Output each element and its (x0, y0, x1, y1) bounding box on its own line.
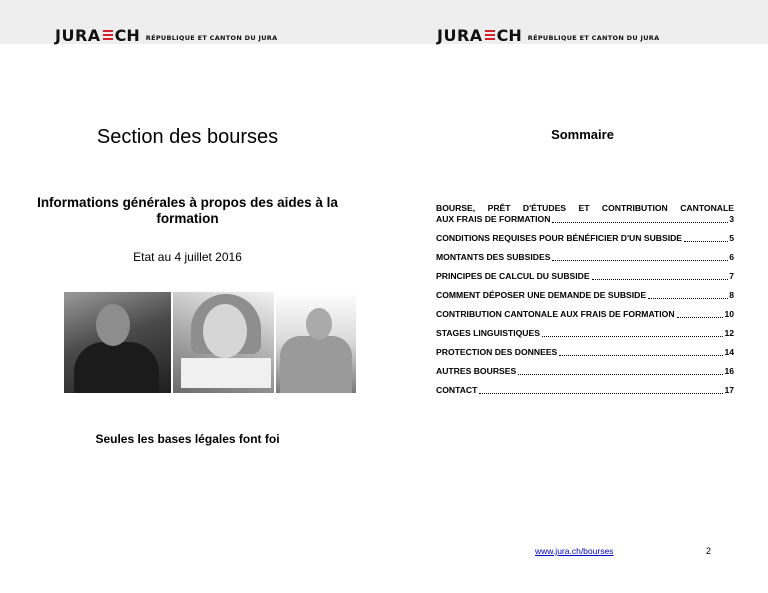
jura-flag-icon (103, 29, 113, 43)
table-of-contents (436, 203, 734, 404)
toc-item[interactable] (436, 347, 734, 358)
toc-item-label-line1: BOURSE, PRÊT D'ÉTUDES ET CONTRIBUTION CANTONALE (436, 203, 734, 213)
page-number: 2 (706, 546, 712, 556)
toc-item-label: STAGES LINGUISTIQUES (436, 328, 540, 338)
toc-item-page: 3 (729, 214, 734, 224)
toc-item-label: PROTECTION DES DONNEES (436, 347, 558, 357)
student-photo-female-reading (173, 292, 274, 393)
toc-item[interactable] (436, 252, 734, 263)
student-photo-writing (276, 292, 356, 393)
toc-item[interactable] (436, 233, 734, 244)
toc-title: Sommaire (551, 127, 614, 142)
toc-item-label: AUTRES BOURSES (436, 366, 517, 376)
toc-item-page: 12 (724, 328, 734, 338)
toc-item-page: 14 (724, 347, 734, 357)
logo-jura-text: JURA (437, 26, 483, 45)
toc-item-label: MONTANTS DES SUBSIDES (436, 252, 551, 262)
students-photo-strip (64, 292, 356, 393)
toc-item[interactable] (436, 271, 734, 282)
toc-leader-dots (648, 297, 728, 299)
toc-item[interactable] (436, 309, 734, 320)
page-subtitle: Informations générales à propos des aides à la formation (37, 195, 338, 226)
toc-item-page: 16 (724, 366, 734, 376)
logo-ch-text: CH (496, 26, 522, 45)
toc-leader-dots (518, 373, 723, 375)
toc-leader-dots (592, 278, 729, 280)
page-title: Section des bourses (96, 126, 279, 148)
logo-jura-text: JURA (55, 26, 101, 45)
legal-note: Seules les bases légales font foi (95, 432, 280, 446)
toc-leader-dots (559, 354, 723, 356)
toc-item-label: PRINCIPES DE CALCUL DU SUBSIDE (436, 271, 590, 281)
toc-item-label: AUX FRAIS DE FORMATION (436, 214, 551, 224)
toc-item[interactable] (436, 328, 734, 339)
toc-item[interactable] (436, 203, 734, 225)
toc-leader-dots (677, 316, 724, 318)
toc-item-page: 7 (729, 271, 734, 281)
toc-item-page: 6 (729, 252, 734, 262)
toc-leader-dots (552, 259, 728, 261)
jura-flag-icon (485, 29, 495, 43)
status-date: Etat au 4 juillet 2016 (133, 250, 242, 264)
student-photo-male (64, 292, 171, 393)
jura-logo-left (55, 26, 277, 45)
toc-leader-dots (542, 335, 724, 337)
toc-leader-dots (479, 392, 723, 394)
toc-leader-dots (552, 221, 728, 223)
toc-item-page: 8 (729, 290, 734, 300)
toc-item-page: 10 (724, 309, 734, 319)
toc-item-page: 17 (724, 385, 734, 395)
toc-leader-dots (684, 240, 728, 242)
toc-item[interactable] (436, 366, 734, 377)
toc-item-label: COMMENT DÉPOSER UNE DEMANDE DE SUBSIDE (436, 290, 647, 300)
toc-item-label: CONTACT (436, 385, 478, 395)
logo-tagline: RÉPUBLIQUE ET CANTON DU JURA (527, 33, 660, 42)
logo-tagline: RÉPUBLIQUE ET CANTON DU JURA (145, 33, 278, 42)
toc-item-label: CONTRIBUTION CANTONALE AUX FRAIS DE FORMATION (436, 309, 675, 319)
logo-ch-text: CH (114, 26, 140, 45)
toc-item-label: CONDITIONS REQUISES POUR BÉNÉFICIER D'UN SUBSIDE (436, 233, 683, 243)
footer-link-bourses[interactable]: www.jura.ch/bourses (535, 546, 614, 556)
toc-item[interactable] (436, 290, 734, 301)
toc-item[interactable] (436, 385, 734, 396)
toc-item-page: 5 (729, 233, 734, 243)
jura-logo-right (437, 26, 659, 45)
